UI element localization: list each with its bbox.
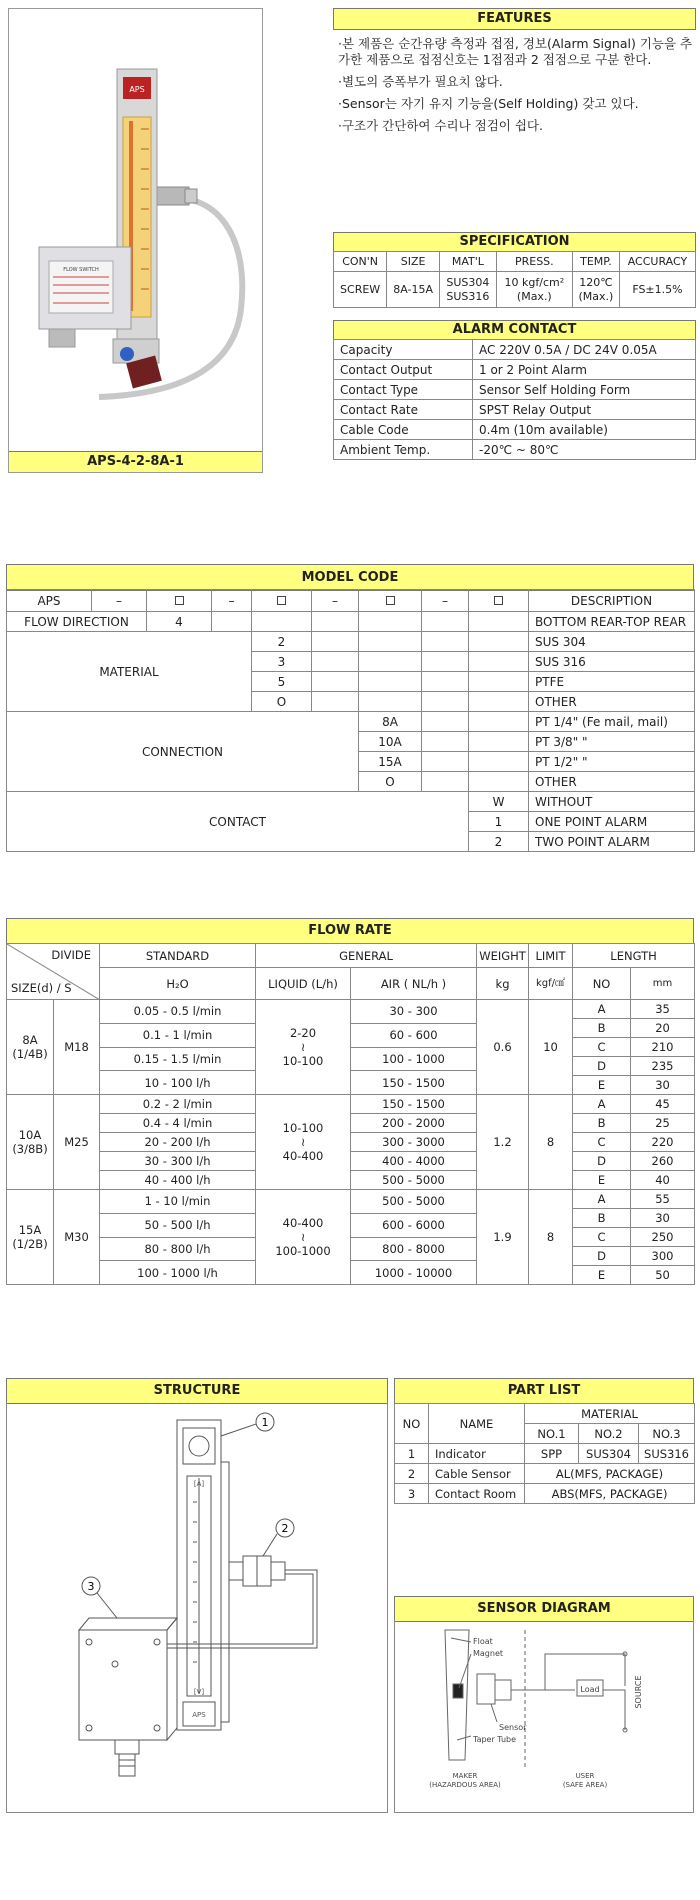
length-no: E xyxy=(573,1171,631,1190)
mc-dash: – xyxy=(312,590,359,612)
user-area-label: (SAFE AREA) xyxy=(562,1781,608,1789)
liquid-value: 40-400 xyxy=(282,1216,324,1230)
size-cell xyxy=(7,1190,54,1285)
standard-cell: 40 - 400 l/h xyxy=(100,1171,256,1190)
standard-cell: 30 - 300 l/h xyxy=(100,1152,256,1171)
float-label: Float xyxy=(473,1637,493,1646)
spec-size: 8A-15A xyxy=(387,272,440,308)
weight-cell: 1.9 xyxy=(477,1190,529,1285)
pl-no1-header: NO.1 xyxy=(525,1424,579,1444)
length-no: D xyxy=(573,1057,631,1076)
length-mm: 30 xyxy=(631,1076,695,1095)
scale-mark-v: [V] xyxy=(193,1688,205,1696)
length-mm: 40 xyxy=(631,1171,695,1190)
scale-mark-a: [A] xyxy=(193,1480,205,1488)
pl-name-header: NAME xyxy=(429,1404,525,1444)
liquid-value: 100-1000 xyxy=(275,1244,331,1258)
pl-mat: ABS(MFS, PACKAGE) xyxy=(525,1484,695,1504)
feature-item: ·구조가 간단하여 수리나 점검이 쉽다. xyxy=(338,118,543,133)
maker-area-label: (HAZARDOUS AREA) xyxy=(429,1781,501,1789)
length-no: A xyxy=(573,1095,631,1114)
sensor-diagram-title: SENSOR DIAGRAM xyxy=(394,1596,694,1622)
air-cell: 60 - 600 xyxy=(351,1023,477,1047)
size-s-label: SIZE(d) / S xyxy=(11,981,72,995)
alarm-value: Sensor Self Holding Form xyxy=(473,380,696,400)
pl-no: 2 xyxy=(395,1464,429,1484)
alarm-label: Contact Rate xyxy=(334,400,473,420)
mc-flow-direction-label: FLOW DIRECTION xyxy=(7,612,147,632)
air-cell: 300 - 3000 xyxy=(351,1133,477,1152)
callout-2: 2 xyxy=(281,1522,289,1535)
mc-desc: BOTTOM REAR-TOP REAR xyxy=(529,612,695,632)
mc-aps: APS xyxy=(7,590,92,612)
part-list-title: PART LIST xyxy=(394,1378,694,1404)
liquid-value: ≀ xyxy=(300,1135,306,1149)
length-no: B xyxy=(573,1209,631,1228)
size-cell xyxy=(7,1095,54,1190)
feature-item: ·별도의 증폭부가 필요치 않다. xyxy=(338,74,503,89)
limit-cell: 10 xyxy=(529,1000,573,1095)
mc-slot xyxy=(147,590,212,612)
limit-header: LIMIT xyxy=(529,944,573,968)
features-title: FEATURES xyxy=(333,8,696,30)
length-no: C xyxy=(573,1038,631,1057)
product-photo-panel xyxy=(8,8,263,473)
limit-unit-header: kgf/㎠ xyxy=(529,968,573,1000)
air-cell: 600 - 6000 xyxy=(351,1213,477,1237)
flow-rate-table xyxy=(6,943,695,1285)
mc-contact-label: CONTACT xyxy=(7,792,469,852)
pl-no2-header: NO.2 xyxy=(579,1424,639,1444)
alarm-value: SPST Relay Output xyxy=(473,400,696,420)
mc-desc: PT 1/2" " xyxy=(529,752,695,772)
liquid-cell xyxy=(256,1095,351,1190)
magnet-label: Magnet xyxy=(473,1649,504,1658)
alarm-contact-table xyxy=(333,339,696,460)
spec-header: TEMP. xyxy=(572,252,619,272)
length-mm: 35 xyxy=(631,1000,695,1019)
size-sub-value: (1/4B) xyxy=(12,1047,48,1061)
length-no: D xyxy=(573,1247,631,1266)
mc-code: 4 xyxy=(147,612,212,632)
alarm-label: Capacity xyxy=(334,340,473,360)
mc-desc: PT 3/8" " xyxy=(529,732,695,752)
standard-cell: 0.4 - 4 l/min xyxy=(100,1114,256,1133)
standard-header: STANDARD xyxy=(100,944,256,968)
pl-mat: SUS316 xyxy=(639,1444,695,1464)
standard-cell: 0.05 - 0.5 l/min xyxy=(100,1000,256,1024)
mc-code: 5 xyxy=(252,672,312,692)
length-mm: 50 xyxy=(631,1266,695,1285)
air-cell: 150 - 1500 xyxy=(351,1071,477,1095)
air-cell: 800 - 8000 xyxy=(351,1237,477,1261)
air-cell: 100 - 1000 xyxy=(351,1047,477,1071)
air-cell: 150 - 1500 xyxy=(351,1095,477,1114)
length-no: E xyxy=(573,1076,631,1095)
mc-dash: – xyxy=(92,590,147,612)
pl-mat: AL(MFS, PACKAGE) xyxy=(525,1464,695,1484)
liquid-cell xyxy=(256,1000,351,1095)
spec-header: CON'N xyxy=(334,252,387,272)
alarm-contact-title: ALARM CONTACT xyxy=(333,320,696,340)
spec-header: SIZE xyxy=(387,252,440,272)
mc-code: 1 xyxy=(469,812,529,832)
pl-name: Contact Room xyxy=(429,1484,525,1504)
standard-cell: 10 - 100 l/h xyxy=(100,1071,256,1095)
general-header: GENERAL xyxy=(256,944,477,968)
spec-temp: 120℃ (Max.) xyxy=(572,272,619,308)
mc-code: 8A xyxy=(359,712,422,732)
mc-code: 2 xyxy=(469,832,529,852)
specification-table xyxy=(333,251,696,308)
mm-header: mm xyxy=(631,968,695,1000)
standard-cell: 0.2 - 2 l/min xyxy=(100,1095,256,1114)
sensor-diagram xyxy=(395,1620,693,1812)
size-value: 8A xyxy=(22,1033,38,1047)
mc-desc: ONE POINT ALARM xyxy=(529,812,695,832)
mc-code: W xyxy=(469,792,529,812)
length-mm: 210 xyxy=(631,1038,695,1057)
size-value: 15A xyxy=(18,1223,42,1237)
source-label: SOURCE xyxy=(634,1675,643,1709)
structure-title: STRUCTURE xyxy=(6,1378,388,1404)
length-mm: 300 xyxy=(631,1247,695,1266)
mc-connection-label: CONNECTION xyxy=(7,712,359,792)
alarm-label: Ambient Temp. xyxy=(334,440,473,460)
no-header: NO xyxy=(573,968,631,1000)
spec-press: 10 kgf/cm² (Max.) xyxy=(496,272,572,308)
mc-desc: TWO POINT ALARM xyxy=(529,832,695,852)
pl-material-header: MATERIAL xyxy=(525,1404,695,1424)
spec-matl: SUS304 SUS316 xyxy=(440,272,497,308)
length-mm: 30 xyxy=(631,1209,695,1228)
mc-desc: SUS 304 xyxy=(529,632,695,652)
air-cell: 500 - 5000 xyxy=(351,1171,477,1190)
length-no: A xyxy=(573,1000,631,1019)
callout-3: 3 xyxy=(87,1580,95,1593)
standard-cell: 20 - 200 l/h xyxy=(100,1133,256,1152)
length-header: LENGTH xyxy=(573,944,695,968)
mc-dash: – xyxy=(212,590,252,612)
liquid-value: ≀ xyxy=(300,1040,306,1054)
liquid-value: 10-100 xyxy=(282,1121,324,1135)
model-code-title: MODEL CODE xyxy=(6,564,694,591)
limit-cell: 8 xyxy=(529,1095,573,1190)
mc-dash: – xyxy=(422,590,469,612)
alarm-value: AC 220V 0.5A / DC 24V 0.05A xyxy=(473,340,696,360)
spec-accuracy: FS±1.5% xyxy=(619,272,695,308)
spec-header: MAT'L xyxy=(440,252,497,272)
pl-no: 1 xyxy=(395,1444,429,1464)
h2o-header: H₂O xyxy=(100,968,256,1000)
standard-cell: 80 - 800 l/h xyxy=(100,1237,256,1261)
spec-header: PRESS. xyxy=(496,252,572,272)
mc-code: 15A xyxy=(359,752,422,772)
mc-slot xyxy=(469,590,529,612)
liquid-value: 2-20 xyxy=(289,1026,317,1040)
pl-no: 3 xyxy=(395,1484,429,1504)
liquid-value: 40-400 xyxy=(282,1149,324,1163)
photo-caption: APS-4-2-8A-1 xyxy=(9,451,262,472)
standard-cell: 1 - 10 l/min xyxy=(100,1190,256,1214)
mc-slot xyxy=(252,590,312,612)
length-no: A xyxy=(573,1190,631,1209)
air-cell: 500 - 5000 xyxy=(351,1190,477,1214)
taper-tube-label: Taper Tube xyxy=(473,1735,517,1744)
flow-rate-title: FLOW RATE xyxy=(6,918,694,944)
mc-code: 10A xyxy=(359,732,422,752)
liquid-header: LIQUID (L/h) xyxy=(256,968,351,1000)
mc-code: O xyxy=(252,692,312,712)
liquid-value: ≀ xyxy=(300,1230,306,1244)
mc-desc: OTHER xyxy=(529,772,695,792)
alarm-label: Contact Type xyxy=(334,380,473,400)
svg-text:FLOW SWITCH: FLOW SWITCH xyxy=(63,267,99,273)
liquid-value: 10-100 xyxy=(282,1054,324,1068)
mc-desc: WITHOUT xyxy=(529,792,695,812)
standard-cell: 0.1 - 1 l/min xyxy=(100,1023,256,1047)
mc-code: 2 xyxy=(252,632,312,652)
pl-no-header: NO xyxy=(395,1404,429,1444)
standard-cell: 50 - 500 l/h xyxy=(100,1213,256,1237)
air-cell: 1000 - 10000 xyxy=(351,1261,477,1285)
size-cell xyxy=(7,1000,54,1095)
air-cell: 400 - 4000 xyxy=(351,1152,477,1171)
length-mm: 55 xyxy=(631,1190,695,1209)
user-label: USER xyxy=(575,1772,595,1780)
size-sub-value: (1/2B) xyxy=(12,1237,48,1251)
callout-1: 1 xyxy=(261,1416,269,1429)
length-mm: 260 xyxy=(631,1152,695,1171)
length-mm: 220 xyxy=(631,1133,695,1152)
standard-cell: 0.15 - 1.5 l/min xyxy=(100,1047,256,1071)
mc-slot xyxy=(359,590,422,612)
mc-desc: SUS 316 xyxy=(529,652,695,672)
alarm-value: 1 or 2 Point Alarm xyxy=(473,360,696,380)
length-mm: 45 xyxy=(631,1095,695,1114)
structure-drawing xyxy=(7,1402,387,1812)
specification-title: SPECIFICATION xyxy=(333,232,696,252)
divide-label: DIVIDE xyxy=(51,948,91,962)
length-mm: 250 xyxy=(631,1228,695,1247)
length-no: B xyxy=(573,1019,631,1038)
standard-cell: 100 - 1000 l/h xyxy=(100,1261,256,1285)
model-code-table xyxy=(6,589,695,852)
length-no: E xyxy=(573,1266,631,1285)
spec-header: ACCURACY xyxy=(619,252,695,272)
features-list xyxy=(338,36,694,140)
length-no: C xyxy=(573,1133,631,1152)
length-no: D xyxy=(573,1152,631,1171)
pl-name: Cable Sensor xyxy=(429,1464,525,1484)
flow-switch-photo xyxy=(9,9,262,449)
alarm-value: -20℃ ~ 80℃ xyxy=(473,440,696,460)
sensor-diagram-panel xyxy=(394,1620,694,1813)
divide-header-cell xyxy=(7,944,100,1000)
spec-conn: SCREW xyxy=(334,272,387,308)
length-mm: 235 xyxy=(631,1057,695,1076)
part-list-table xyxy=(394,1403,695,1504)
size-value: 10A xyxy=(18,1128,42,1142)
mc-description-header: DESCRIPTION xyxy=(529,590,695,612)
liquid-cell xyxy=(256,1190,351,1285)
alarm-label: Cable Code xyxy=(334,420,473,440)
alarm-label: Contact Output xyxy=(334,360,473,380)
svg-text:APS: APS xyxy=(129,85,145,94)
pl-mat: SPP xyxy=(525,1444,579,1464)
air-cell: 200 - 2000 xyxy=(351,1114,477,1133)
structure-drawing-panel xyxy=(6,1402,388,1813)
mc-desc: PTFE xyxy=(529,672,695,692)
s-cell: M18 xyxy=(54,1000,100,1095)
feature-item: ·본 제품은 순간유량 측정과 접점, 경보(Alarm Signal) 기능을 추가한 제품으로 접점신호는 1접점과 2 접점으로 구분 한다. xyxy=(338,36,693,67)
air-cell: 30 - 300 xyxy=(351,1000,477,1024)
maker-label: MAKER xyxy=(452,1772,478,1780)
feature-item: ·Sensor는 자기 유지 기능을(Self Holding) 갖고 있다. xyxy=(338,96,639,111)
mc-desc: OTHER xyxy=(529,692,695,712)
weight-cell: 0.6 xyxy=(477,1000,529,1095)
pl-no3-header: NO.3 xyxy=(639,1424,695,1444)
kg-header: kg xyxy=(477,968,529,1000)
length-mm: 20 xyxy=(631,1019,695,1038)
mc-desc: PT 1/4" (Fe mail, mail) xyxy=(529,712,695,732)
pl-mat: SUS304 xyxy=(579,1444,639,1464)
mc-material-label: MATERIAL xyxy=(7,632,252,712)
limit-cell: 8 xyxy=(529,1190,573,1285)
length-mm: 25 xyxy=(631,1114,695,1133)
size-sub-value: (3/8B) xyxy=(12,1142,48,1156)
brand-mark: APS xyxy=(192,1711,206,1719)
mc-code: O xyxy=(359,772,422,792)
air-header: AIR ( NL/h ) xyxy=(351,968,477,1000)
length-no: C xyxy=(573,1228,631,1247)
sensor-label: Sensor xyxy=(499,1723,527,1732)
alarm-value: 0.4m (10m available) xyxy=(473,420,696,440)
mc-code: 3 xyxy=(252,652,312,672)
length-no: B xyxy=(573,1114,631,1133)
weight-header: WEIGHT xyxy=(477,944,529,968)
s-cell: M25 xyxy=(54,1095,100,1190)
s-cell: M30 xyxy=(54,1190,100,1285)
weight-cell: 1.2 xyxy=(477,1095,529,1190)
load-label: Load xyxy=(580,1685,600,1694)
pl-name: Indicator xyxy=(429,1444,525,1464)
